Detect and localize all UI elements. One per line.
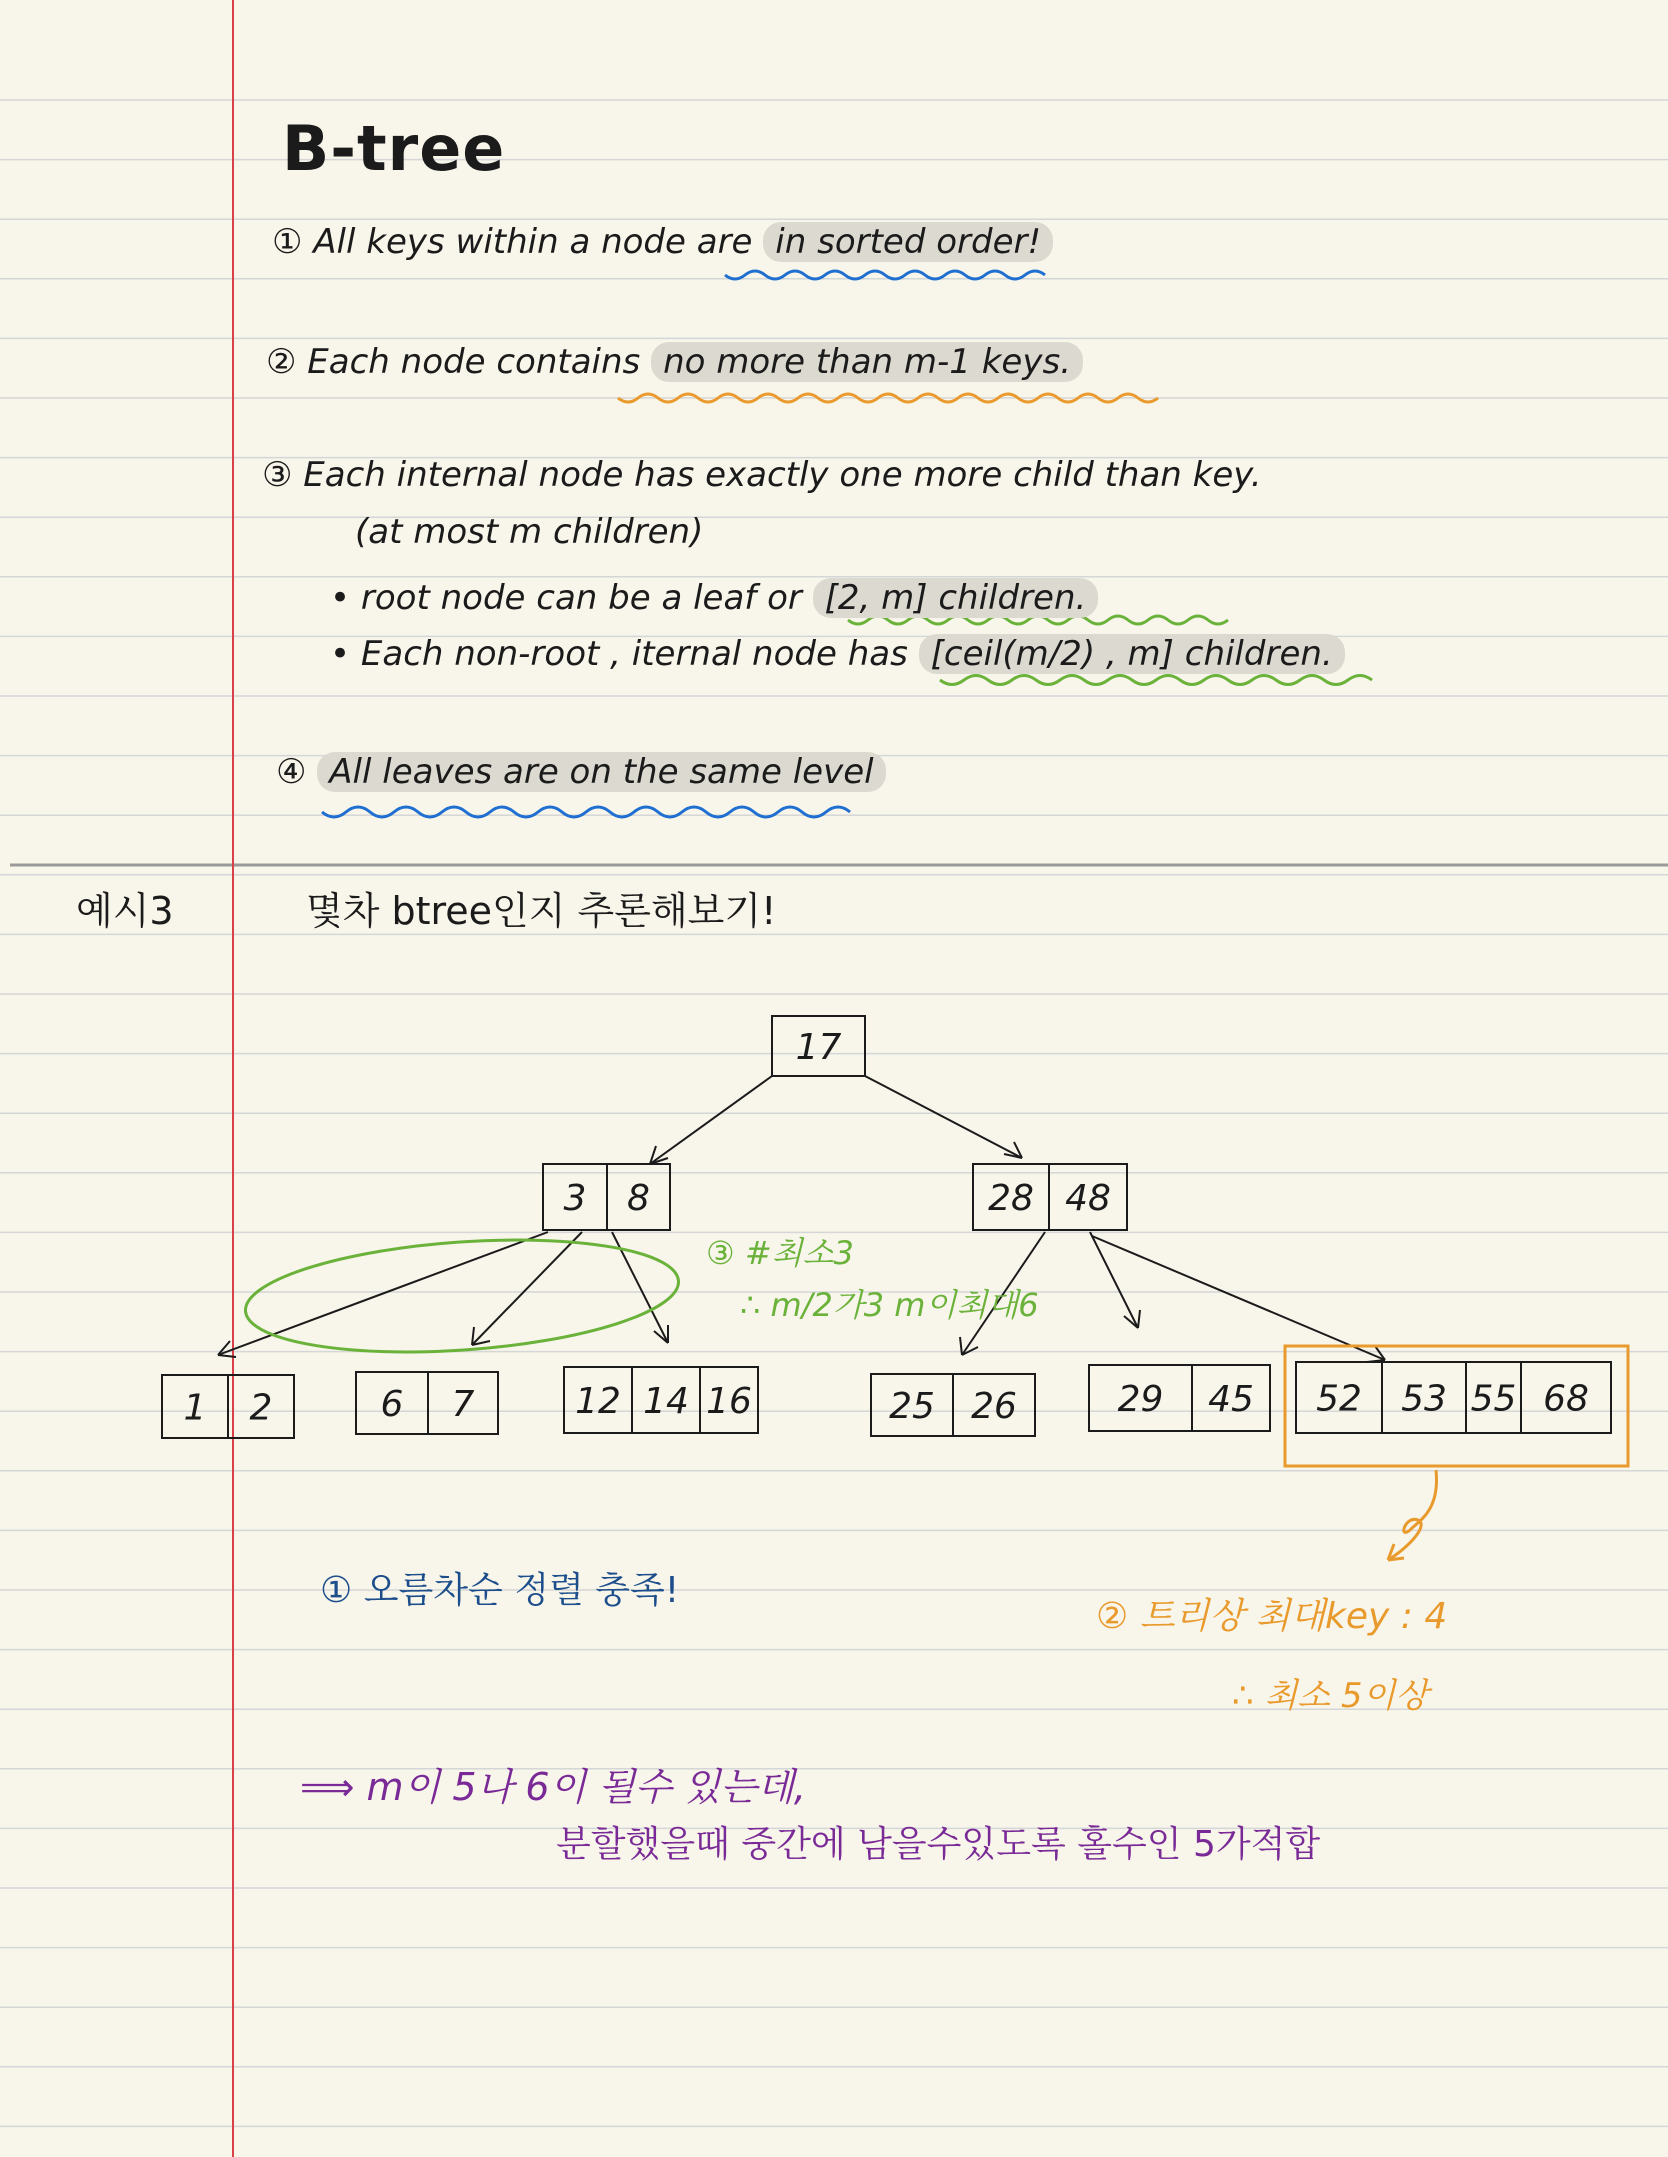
tree-leaf-52-53-55-68-key: 55 bbox=[1470, 1378, 1517, 1420]
tree-leaf-12-14-16 bbox=[564, 1367, 758, 1433]
page-title: B-tree bbox=[282, 112, 506, 185]
purple-annotation-1: ⟹ m이 5나 6이 될수 있는데, bbox=[300, 1765, 806, 1809]
tree-root-node-key: 17 bbox=[795, 1027, 842, 1068]
tree-leaf-25-26-key: 26 bbox=[971, 1386, 1017, 1427]
tree-leaf-6-7 bbox=[356, 1372, 498, 1434]
tree-leaf-29-45 bbox=[1089, 1365, 1270, 1431]
tree-node-28-48-key: 48 bbox=[1065, 1178, 1111, 1219]
rule-4-highlight: All leaves are on the same level bbox=[317, 752, 885, 792]
rule-2-text: Each node contains bbox=[307, 342, 652, 382]
rule-3-bullet-2 bbox=[330, 634, 1345, 674]
tree-leaf-52-53-55-68 bbox=[1296, 1362, 1611, 1433]
rule-2-highlight: no more than m-1 keys. bbox=[651, 342, 1083, 382]
tree-node-28-48 bbox=[973, 1164, 1127, 1230]
tree-node-3-8-key: 8 bbox=[627, 1178, 650, 1219]
tree-leaf-12-14-16-key: 12 bbox=[575, 1381, 621, 1422]
tree-leaf-1-2-key: 1 bbox=[183, 1387, 207, 1429]
purple-annotation-2: 분할했을때 중간에 남을수있도록 홀수인 5가적합 bbox=[556, 1824, 1321, 1865]
rule-4 bbox=[276, 752, 886, 792]
rule-2-number: ② bbox=[266, 342, 297, 382]
rule-3-number: ③ bbox=[262, 455, 293, 495]
bullet-1-highlight: [2, m] children. bbox=[813, 578, 1099, 618]
tree-leaf-29-45-key: 29 bbox=[1117, 1379, 1164, 1420]
green-annotation-1: ③ #최소3 bbox=[706, 1234, 854, 1272]
example-label: 예시3 bbox=[76, 889, 174, 933]
tree-leaf-25-26 bbox=[871, 1374, 1035, 1436]
tree-leaf-12-14-16-key: 14 bbox=[643, 1381, 689, 1422]
bullet-2-marker: • bbox=[330, 634, 351, 674]
rule-4-number: ④ bbox=[276, 752, 307, 792]
bullet-1-marker: • bbox=[330, 578, 351, 618]
tree-node-28-48-key: 28 bbox=[988, 1178, 1034, 1219]
tree-leaf-6-7-key: 6 bbox=[380, 1384, 404, 1425]
tree-nodes bbox=[162, 1016, 1611, 1438]
rule-3-note: (at most m children) bbox=[355, 512, 704, 552]
children-highlight-ellipse bbox=[242, 1227, 682, 1365]
tree-leaf-1-2 bbox=[162, 1375, 294, 1438]
tree-leaf-25-26-key: 25 bbox=[889, 1386, 935, 1427]
tree-node-3-8 bbox=[543, 1164, 670, 1230]
rule-3-bullet-1 bbox=[330, 578, 1098, 618]
rule-2 bbox=[266, 342, 1083, 382]
tree-leaf-52-53-55-68-key: 53 bbox=[1401, 1378, 1447, 1420]
rule-3-text: Each internal node has exactly one more child than key. bbox=[303, 455, 1262, 495]
example-prompt: 몇차 btree인지 추론해보기! bbox=[306, 889, 777, 933]
rule3b-underline bbox=[940, 676, 1372, 685]
tree-leaf-12-14-16-key: 16 bbox=[706, 1381, 752, 1422]
green-annotation-2: ∴ m/2가3 m이최대6 bbox=[740, 1286, 1039, 1324]
orange-annotation-1: ② 트리상 최대key : 4 bbox=[1096, 1596, 1448, 1637]
orange-annotation-2: ∴ 최소 5이상 bbox=[1232, 1676, 1429, 1716]
blue-annotation: ① 오름차순 정렬 충족! bbox=[320, 1570, 680, 1611]
tree-leaf-1-2-key: 2 bbox=[249, 1387, 273, 1429]
orange-arrow bbox=[1388, 1470, 1437, 1560]
rule-1 bbox=[272, 222, 1053, 262]
rule-1-highlight: in sorted order! bbox=[763, 222, 1053, 262]
bullet-2-highlight: [ceil(m/2) , m] children. bbox=[919, 634, 1345, 674]
rule-3 bbox=[262, 455, 1262, 495]
tree-leaf-6-7-key: 7 bbox=[451, 1384, 475, 1425]
rule1-underline bbox=[725, 271, 1045, 279]
tree-root-node bbox=[772, 1016, 865, 1076]
tree-leaf-52-53-55-68-key: 68 bbox=[1543, 1378, 1589, 1420]
rule-1-number: ① bbox=[272, 222, 303, 262]
bullet-1-text: root node can be a leaf or bbox=[360, 578, 813, 618]
tree-leaf-52-53-55-68-key: 52 bbox=[1316, 1378, 1362, 1420]
tree-leaf-29-45-key: 45 bbox=[1208, 1379, 1254, 1420]
tree-node-3-8-key: 3 bbox=[563, 1178, 587, 1219]
bullet-2-text: Each non-root , iternal node has bbox=[360, 634, 919, 674]
rule-1-text: All keys within a node are bbox=[313, 222, 764, 262]
